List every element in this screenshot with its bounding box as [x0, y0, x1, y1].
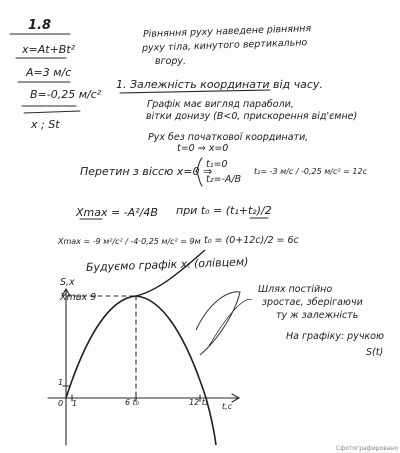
given-find: x ; St: [31, 118, 60, 131]
path-note-1: Шлях постійно: [258, 284, 333, 295]
scribble-arrow: [196, 292, 240, 355]
t2-root: t₂=-A/B: [206, 174, 242, 185]
path-note-3: ту ж залежність: [276, 310, 359, 321]
intersection-label: Перетин з віссю x=0 ⇒: [80, 165, 213, 178]
graph-type-line-2: вітки донизу (B<0, прискорення від'ємне): [146, 111, 358, 122]
path-note-2: зростає, зберігаючи: [262, 297, 363, 308]
section-title: 1. Залежність координати від часу.: [116, 78, 323, 91]
footer-watermark: Сфотографировано: [335, 445, 398, 452]
statement-line-1: Рівняння руху наведене рівняння: [142, 23, 312, 40]
s-of-t-label: S(t): [366, 347, 384, 358]
y-tick-1: 1: [58, 378, 64, 387]
t0-calculation: t₀ = (0+12c)/2 = 6c: [204, 235, 299, 246]
t0-x0: t=0 ⇒ x=0: [177, 143, 229, 154]
no-initial-coordinate: Рух без початкової координати,: [148, 132, 309, 143]
x-tick-12: 12 t₂: [189, 398, 209, 407]
t2-calculation: t₂= -3 м/с / -0,25 м/с² = 12c: [254, 167, 367, 176]
x-tick-6: 6 t₀: [125, 398, 139, 407]
given-a: A=3 м/с: [26, 66, 72, 79]
graph-type-line-1: Графік має вигляд параболи,: [147, 99, 294, 110]
x-origin: 0: [58, 399, 64, 408]
statement-line-3: вгору.: [155, 56, 187, 67]
xmax-tick-label: Xmax 9: [60, 292, 97, 303]
t1-root: t₁=0: [206, 159, 228, 170]
path-s-of-t: [136, 250, 205, 296]
statement-line-2: руху тіла, кинутого вертикально: [141, 37, 308, 54]
given-equation: x=At+Bt²: [22, 43, 76, 56]
given-divider: [24, 111, 80, 113]
given-b: B=-0,25 м/с²: [30, 88, 102, 101]
build-graph-note: Будуємо графік xₜ (олівцем): [85, 255, 249, 274]
y-axis-label: S,x: [60, 277, 75, 288]
on-graph-note: На графіку: ручкою: [286, 331, 384, 342]
x-axis-label: t,c: [222, 402, 233, 411]
roots-brace: [196, 158, 202, 186]
xmax-calculation: Xmax = -9 м²/с² / -4·0,25 м/с² = 9м: [58, 237, 201, 246]
parabola-x-of-t: [66, 296, 216, 445]
x-tick-1: 1: [72, 399, 78, 408]
problem-number: 1.8: [28, 18, 52, 33]
section-underline: [120, 90, 270, 93]
xmax-formula: Xmax = -A²/4B: [76, 206, 158, 219]
t0-formula: при t₀ = (t₁+t₂)/2: [176, 204, 272, 217]
